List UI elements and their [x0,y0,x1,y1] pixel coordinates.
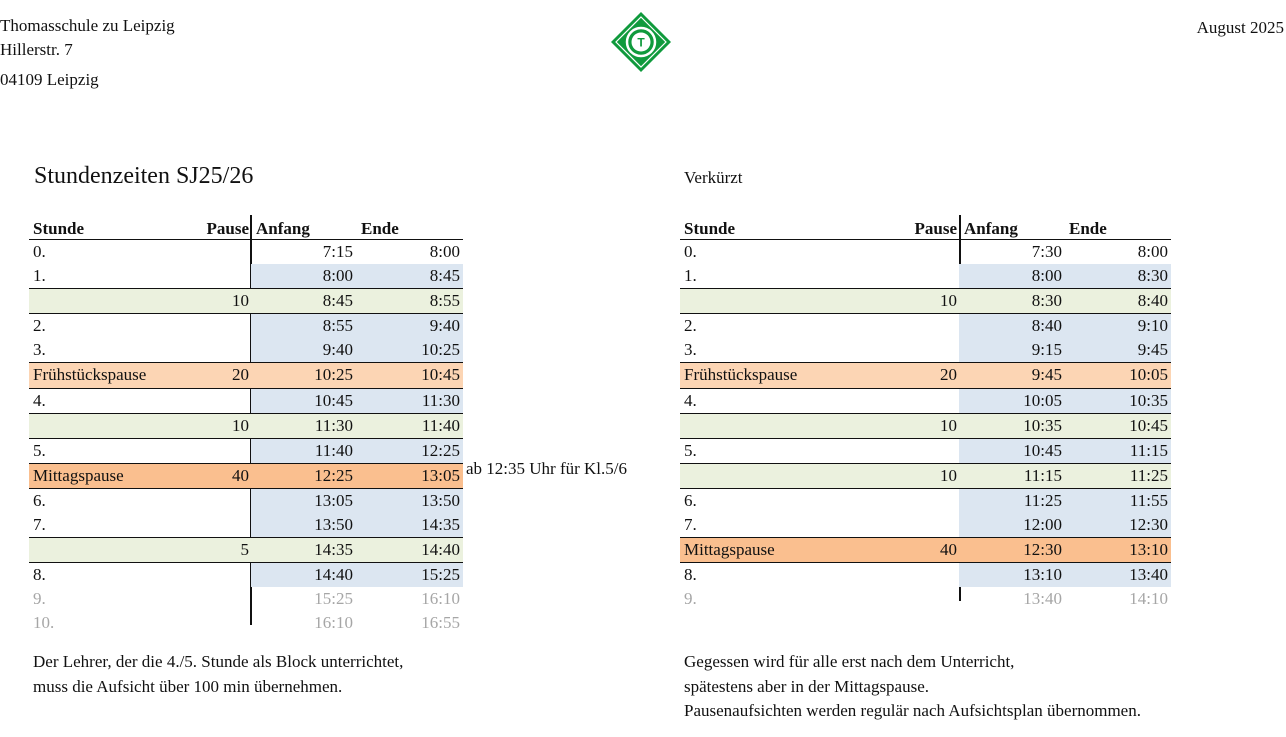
cell-anfang: 12:00 [1023,515,1062,535]
short-rows [680,240,1171,611]
table-row [680,264,1171,288]
main-schedule-table [29,215,463,636]
cell-pause [179,563,251,587]
table-row [680,362,1171,388]
table-row [680,563,1171,587]
cell-stunde: 0. [684,242,697,261]
cell-anfang: 10:45 [1023,440,1062,460]
school-logo-icon [610,11,672,73]
cell-ende: 9:10 [1137,316,1168,336]
cell-stunde: 5. [684,440,697,460]
cell-stunde: Frühstückspause [684,365,798,385]
cell-ende: 16:10 [421,589,460,609]
cell-anfang: 7:30 [1031,242,1062,261]
header-ende: Ende [1069,219,1107,238]
cell-stunde: 10. [33,613,55,633]
table-row [29,240,463,264]
cell-stunde: Frühstückspause [33,365,147,385]
cell-stunde: Mittagspause [33,465,124,485]
cell-stunde: 2. [33,316,46,336]
cell-ende: 11:25 [1129,465,1168,485]
table-row [680,489,1171,513]
cell-pause [179,338,251,362]
cell-ende: 13:05 [421,465,460,485]
header-anfang: Anfang [256,219,310,238]
cell-ende: 11:15 [1129,440,1168,460]
cell-pause: 20 [940,365,957,385]
cell-ende: 11:55 [1129,490,1168,510]
cell-stunde: 4. [684,390,697,410]
short-table-title: Verkürzt [684,168,743,187]
table-row [680,240,1171,264]
table-row [680,338,1171,362]
cell-ende: 13:50 [421,490,460,510]
header-pause: Pause [914,219,957,238]
cell-stunde: 8. [684,565,697,585]
cell-pause [880,489,959,513]
cell-pause: 10 [940,415,957,435]
table-row [29,587,463,611]
cell-ende: 8:55 [429,291,460,311]
cell-ende: 8:45 [429,266,460,286]
main-table-title: Stundenzeiten SJ25/26 [34,163,254,189]
table-row [29,611,463,635]
table-header-row [29,215,463,240]
logo-letter: T [637,35,645,50]
cell-pause [880,513,959,537]
school-street: Hillerstr. 7 [0,40,73,59]
cell-stunde: 4. [33,390,46,410]
table-row [680,513,1171,537]
cell-ende: 8:00 [429,242,460,261]
cell-anfang: 13:10 [1023,565,1062,585]
cell-anfang: 16:10 [314,613,353,633]
cell-anfang: 10:35 [1023,415,1062,435]
cell-stunde: 7. [33,515,46,535]
table-row [680,537,1171,563]
cell-anfang: 8:00 [322,266,353,286]
cell-stunde: 7. [684,515,697,535]
cell-ende: 12:25 [421,440,460,460]
main-footer-note [33,650,403,699]
table-row [680,413,1171,439]
note-line: muss die Aufsicht über 100 min übernehmen. [33,676,343,696]
cell-anfang: 8:45 [322,291,353,311]
table-row [29,413,463,439]
cell-ende: 10:05 [1129,365,1168,385]
cell-pause [179,240,251,264]
cell-pause [179,587,251,611]
cell-pause [880,264,959,288]
header-anfang: Anfang [964,219,1018,238]
table-row [29,463,463,489]
cell-anfang: 11:15 [1023,465,1062,485]
cell-anfang: 11:30 [314,415,353,435]
cell-pause [179,611,251,635]
cell-ende: 10:45 [1129,415,1168,435]
table-row [29,288,463,314]
table-row [29,537,463,563]
cell-pause: 40 [940,540,957,560]
cell-anfang: 15:25 [314,589,353,609]
cell-pause [179,264,251,288]
table-row [29,439,463,463]
cell-ende: 14:10 [1129,589,1168,609]
mittag-note: ab 12:35 Uhr für Kl.5/6 [466,459,628,478]
cell-pause [179,389,251,413]
cell-anfang: 8:30 [1031,291,1062,311]
table-row [680,439,1171,463]
cell-stunde: 3. [33,340,46,360]
short-footer-note [684,650,1141,724]
cell-ende: 9:45 [1137,340,1168,360]
table-row [680,587,1171,611]
cell-pause [179,314,251,338]
cell-ende: 14:35 [421,515,460,535]
cell-anfang: 14:35 [314,540,353,560]
table-row [680,314,1171,338]
cell-anfang: 12:25 [314,465,353,485]
cell-anfang: 8:40 [1031,316,1062,336]
cell-pause [880,240,959,264]
cell-pause [880,587,959,611]
cell-ende: 8:30 [1137,266,1168,286]
cell-stunde: 6. [33,490,46,510]
cell-ende: 13:40 [1129,565,1168,585]
cell-stunde: 5. [33,440,46,460]
note-line: Der Lehrer, der die 4./5. Stunde als Block unterrichtet, [33,652,404,671]
cell-ende: 8:00 [1137,242,1168,261]
cell-pause [880,314,959,338]
cell-pause: 5 [240,540,249,560]
cell-ende: 16:55 [421,613,460,633]
cell-anfang: 13:05 [314,490,353,510]
cell-ende: 9:40 [429,316,460,336]
school-name: Thomasschule zu Leipzig [0,16,175,35]
header-pause: Pause [206,219,249,238]
cell-ende: 11:40 [421,415,460,435]
document-date: August 2025 [1196,18,1284,37]
school-city: 04109 Leipzig [0,70,99,89]
cell-anfang: 10:45 [314,390,353,410]
table-row [29,362,463,388]
note-line: spätestens aber in der Mittagspause. [684,676,930,696]
cell-anfang: 13:40 [1023,589,1062,609]
cell-ende: 11:30 [421,390,460,410]
table-row [29,489,463,513]
cell-anfang: 10:05 [1023,390,1062,410]
cell-pause: 10 [232,415,249,435]
cell-anfang: 11:25 [1023,490,1062,510]
cell-pause [880,439,959,463]
cell-pause: 10 [232,291,249,311]
table-row [29,314,463,338]
cell-pause [179,489,251,513]
cell-anfang: 9:45 [1031,365,1062,385]
table-row [29,389,463,413]
cell-anfang: 9:40 [322,340,353,360]
table-row [29,338,463,362]
header-ende: Ende [361,219,399,238]
table-row [29,264,463,288]
cell-ende: 8:40 [1137,291,1168,311]
cell-stunde: Mittagspause [684,540,775,560]
cell-anfang: 10:25 [314,365,353,385]
cell-stunde: 8. [33,565,46,585]
note-line: Gegessen wird für alle erst nach dem Unterricht, [684,652,1015,671]
cell-pause: 10 [940,291,957,311]
cell-anfang: 7:15 [322,242,353,261]
cell-anfang: 13:50 [314,515,353,535]
cell-ende: 10:45 [421,365,460,385]
cell-pause [880,563,959,587]
cell-stunde: 2. [684,316,697,336]
header-stunde: Stunde [33,219,85,238]
cell-pause [880,338,959,362]
cell-stunde: 0. [33,242,46,261]
cell-stunde: 1. [684,266,697,286]
table-row [680,288,1171,314]
cell-pause: 40 [232,465,249,485]
cell-ende: 14:40 [421,540,460,560]
cell-anfang: 8:55 [322,316,353,336]
cell-ende: 12:30 [1129,515,1168,535]
cell-pause: 10 [940,465,957,485]
cell-stunde: 9. [33,589,46,609]
note-line: Pausenaufsichten werden regulär nach Aufsichtsplan übernommen. [684,701,1141,720]
short-schedule-table [680,215,1171,611]
cell-pause [880,389,959,413]
cell-pause: 20 [232,365,249,385]
header-stunde: Stunde [684,219,736,238]
cell-stunde: 3. [684,340,697,360]
table-row [29,563,463,587]
cell-anfang: 8:00 [1031,266,1062,286]
table-row [680,389,1171,413]
cell-ende: 10:35 [1129,390,1168,410]
cell-anfang: 9:15 [1031,340,1062,360]
cell-ende: 10:25 [421,340,460,360]
cell-stunde: 1. [33,266,46,286]
cell-anfang: 11:40 [314,440,353,460]
cell-stunde: 6. [684,490,697,510]
table-header-row [680,215,1171,240]
cell-stunde: 9. [684,589,697,609]
cell-pause [179,513,251,537]
table-row [29,513,463,537]
cell-anfang: 12:30 [1023,540,1062,560]
cell-anfang: 14:40 [314,565,353,585]
cell-ende: 13:10 [1129,540,1168,560]
cell-ende: 15:25 [421,565,460,585]
cell-pause [179,439,251,463]
table-row [680,463,1171,489]
main-rows [29,240,463,636]
